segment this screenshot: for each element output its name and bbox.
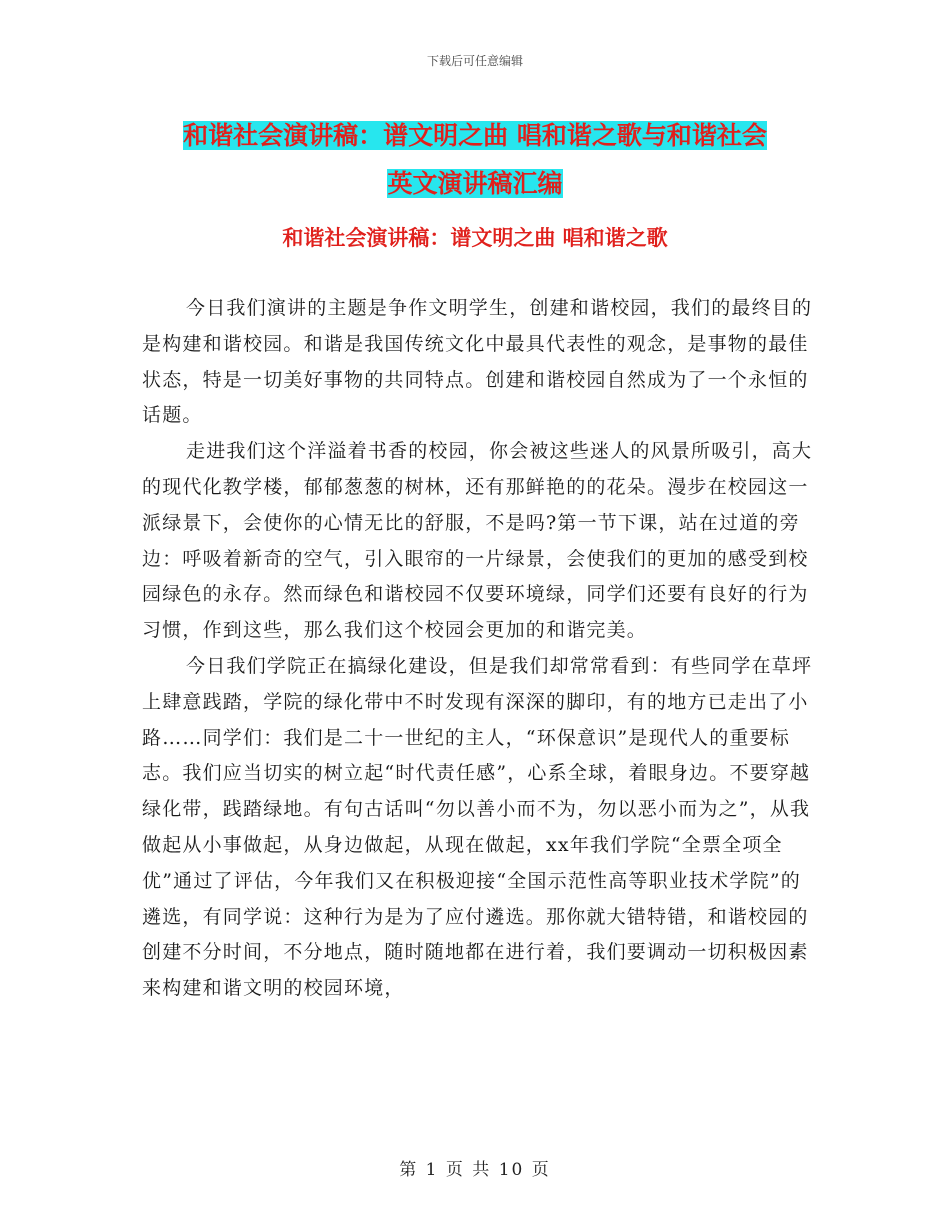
body-paragraph: 今日我们学院正在搞绿化建设，但是我们却常常看到：有些同学在草坪上肆意践踏，学院的绿化带中不时发现有深深的脚印，有的地方已走出了小路……同学们：我们是二十一世纪的主人，“环保意识”是现代人的重要标志。我们应当切实的树立起“时代责任感”，心系全球，着眼身边。不要穿越绿化带，践踏绿地。有句古话叫“勿以善小而不为，勿以恶小而为之”，从我做起从小事做起，从身边做起，从现在做起，xx年我们学院“全票全项全优”通过了评估，今年我们又在积极迎接“全国示范性高等职业技术学院”的遴选，有同学说：这种行为是为了应付遴选。那你就大错特错，和谐校园的创建不分时间，不分地点，随时随地都在进行着，我们要调动一切积极因素来构建和谐文明的校园环境， — [142, 654, 813, 1000]
page-header-note: 下载后可任意编辑 — [426, 54, 523, 68]
section-title: 和谐社会演讲稿：谱文明之曲 唱和谐之歌 — [282, 226, 668, 250]
document-body — [142, 291, 814, 1007]
body-paragraph: 走进我们这个洋溢着书香的校园，你会被这些迷人的风景所吸引，高大的现代化教学楼，郁郁葱葱的树林，还有那鲜艳的的花朵。漫步在校园这一派绿景下，会使你的心情无比的舒服，不是吗?第一节下课，站在过道的旁边：呼吸着新奇的空气，引入眼帘的一片绿景，会使我们的更加的感受到校园绿色的永存。然而绿色和谐校园不仅要环境绿，同学们还要有良好的行为习惯，作到这些，那么我们这个校园会更加的和谐完美。 — [142, 440, 813, 642]
document-title — [140, 112, 810, 208]
page-footer-indicator: 第 1 页 共 10 页 — [399, 1160, 551, 1180]
document-title-line-2: 英文演讲稿汇编 — [387, 169, 563, 198]
document-title-line-1: 和谐社会演讲稿：谱文明之曲 唱和谐之歌与和谐社会 — [183, 121, 767, 150]
body-paragraph: 今日我们演讲的主题是争作文明学生，创建和谐校园，我们的最终目的是构建和谐校园。和谐是我国传统文化中最具代表性的观念，是事物的最佳状态，特是一切美好事物的共同特点。创建和谐校园自然成为了一个永恒的话题。 — [142, 297, 813, 427]
